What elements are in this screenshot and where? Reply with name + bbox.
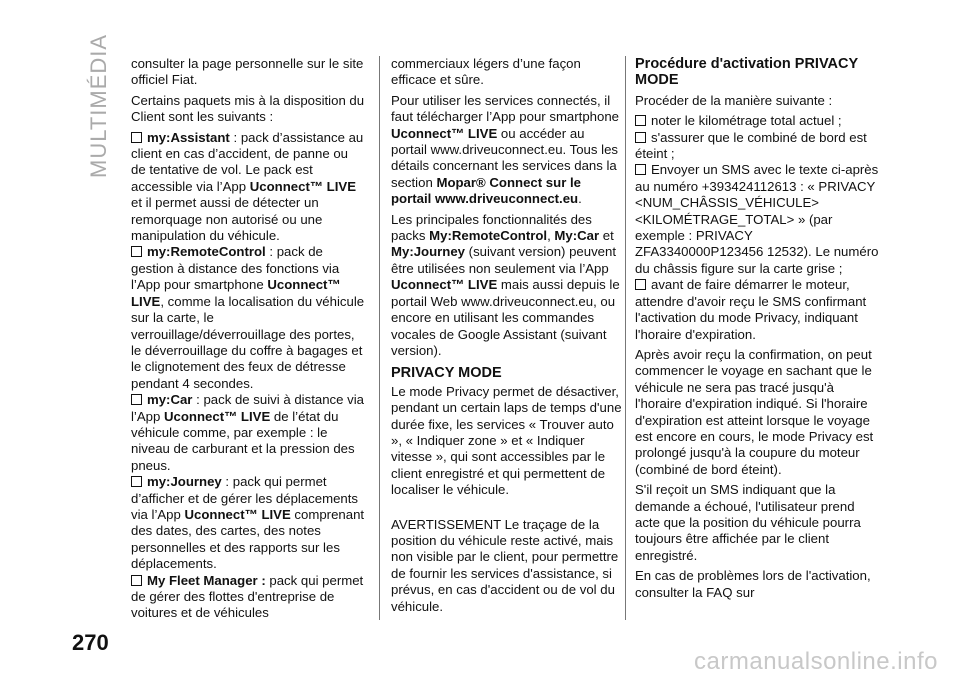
bullet-box-icon <box>131 394 142 405</box>
section-side-label: MULTIMÉDIA <box>86 33 111 178</box>
list-item: my:Journey : pack qui permet d’afficher et de gérer les déplacements via l’App Uconnect™ LIVE comprenant des dates, des cartes, des notes personnelles et des rapports sur les déplacements. <box>131 474 365 572</box>
list-item: avant de faire démarrer le moteur, attendre d'avoir reçu le SMS confirmant l'activation du mode Privacy, indiquant l'horaire d'expiration. <box>635 277 867 342</box>
list-item: Envoyer un SMS avec le texte ci-après au numéro +393424112613 : « PRIVACY <NUM_CHÂSSIS_VÉHICULE> <KILOMÉTRAGE_TOTAL> » (par exemple : PRIVACY ZFA3340000P123456 12532). Le numéro du châssis figure sur la carte grise ; <box>635 162 879 276</box>
bullet-box-icon <box>635 164 646 175</box>
paragraph: Après avoir reçu la confirmation, on peut commencer le voyage en sachant que le véhicule ne sera pas tracé jusqu'à l'horaire d'expiration indiqué. Si l'horaire d'expiration est atteint lorsque le voyage est encore en cours, le mode Privacy est prolongé jusqu'à la coupure du moteur (combiné de bord éteint). <box>635 346 874 477</box>
list-item: My Fleet Manager : pack qui permet de gérer des flottes d'entreprise de voitures et de véhicules <box>131 572 364 621</box>
paragraph: Les principales fonctionnalités des packs My:RemoteControl, My:Car et My:Journey (suivant version) peuvent être utilisées non seulement via l’App Uconnect™ LIVE mais aussi depuis le portail Web www.driveuconnect.eu, ou encore en utilisant les commandes vocales de Google Assistant (suivant version). <box>391 211 620 358</box>
column-divider <box>625 56 626 620</box>
list-item: my:Car : pack de suivi à distance via l’App Uconnect™ LIVE de l’état du véhicule comme, par exemple : le niveau de carburant et la pression des pneus. <box>131 392 364 473</box>
section-heading: Procédure d'activation PRIVACY MODE <box>635 56 858 89</box>
paragraph: Procéder de la manière suivante : <box>635 92 833 108</box>
paragraph: En cas de problèmes lors de l'activation, consulter la FAQ sur <box>635 568 871 600</box>
paragraph: Certains paquets mis à la disposition du Client sont les suivants : <box>131 92 365 125</box>
watermark: carmanualsonline.info <box>694 648 938 675</box>
column-divider <box>379 56 380 620</box>
paragraph: S'il reçoit un SMS indiquant que la demande a échoué, l'utilisateur prend acte que la position du véhicule pourra toujours être affichée par le client enregistré. <box>635 482 861 563</box>
warning-paragraph: AVERTISSEMENT Le traçage de la position du véhicule reste activé, mais non visible par le client, pour permettre de fournir les services d'assistance, si prévus, en cas d'accident ou de vol du véhicule. <box>391 516 619 614</box>
text-column-3 <box>635 56 879 605</box>
list-item: noter le kilométrage total actuel ; <box>635 113 879 129</box>
bullet-box-icon <box>131 132 142 143</box>
bullet-box-icon <box>635 279 646 290</box>
paragraph: Le mode Privacy permet de désactiver, pendant un certain laps de temps d'une durée fixe, les services « Trouver auto », « Indiquer zone » et « Indiquer vitesse », qui sont accessibles par le client enregistré et qui permettent de localiser le véhicule. <box>391 383 622 498</box>
bullet-box-icon <box>635 115 646 126</box>
bullet-box-icon <box>131 476 142 487</box>
page-number: 270 <box>72 630 109 655</box>
bullet-box-icon <box>131 246 142 257</box>
list-item: my:Assistant : pack d’assistance au client en cas d’accident, de panne ou de tentative de vol. Le pack est accessible via l’App Uconnect™ LIVE et il permet aussi de détecter un remorquage non autorisé ou une manipulation du véhicule. <box>131 129 364 244</box>
text-column-1 <box>131 56 365 622</box>
paragraph: Pour utiliser les services connectés, il faut télécharger l’App pour smartphone Uconnect™ LIVE ou accéder au portail www.driveuconnect.eu. Tous les détails concernant les services dans la section Mopar® Connect sur le portail www.driveuconnect.eu. <box>391 92 619 207</box>
bullet-box-icon <box>635 132 646 143</box>
section-heading: PRIVACY MODE <box>391 365 502 382</box>
text-column-2 <box>391 56 623 619</box>
paragraph: consulter la page personnelle sur le site officiel Fiat. <box>131 56 364 88</box>
bullet-box-icon <box>131 575 142 586</box>
list-item: my:RemoteControl : pack de gestion à distance des fonctions via l’App pour smartphone Uconnect™ LIVE, comme la localisation du véhicule sur la carte, le verrouillage/déverrouillage des portes, le déverrouillage du coffre à bagages et le clignotement des feux de détresse pendant 4 secondes. <box>131 244 365 391</box>
list-item: s'assurer que le combiné de bord est éteint ; <box>635 129 867 162</box>
paragraph: commerciaux légers d’une façon efficace et sûre. <box>391 56 581 88</box>
